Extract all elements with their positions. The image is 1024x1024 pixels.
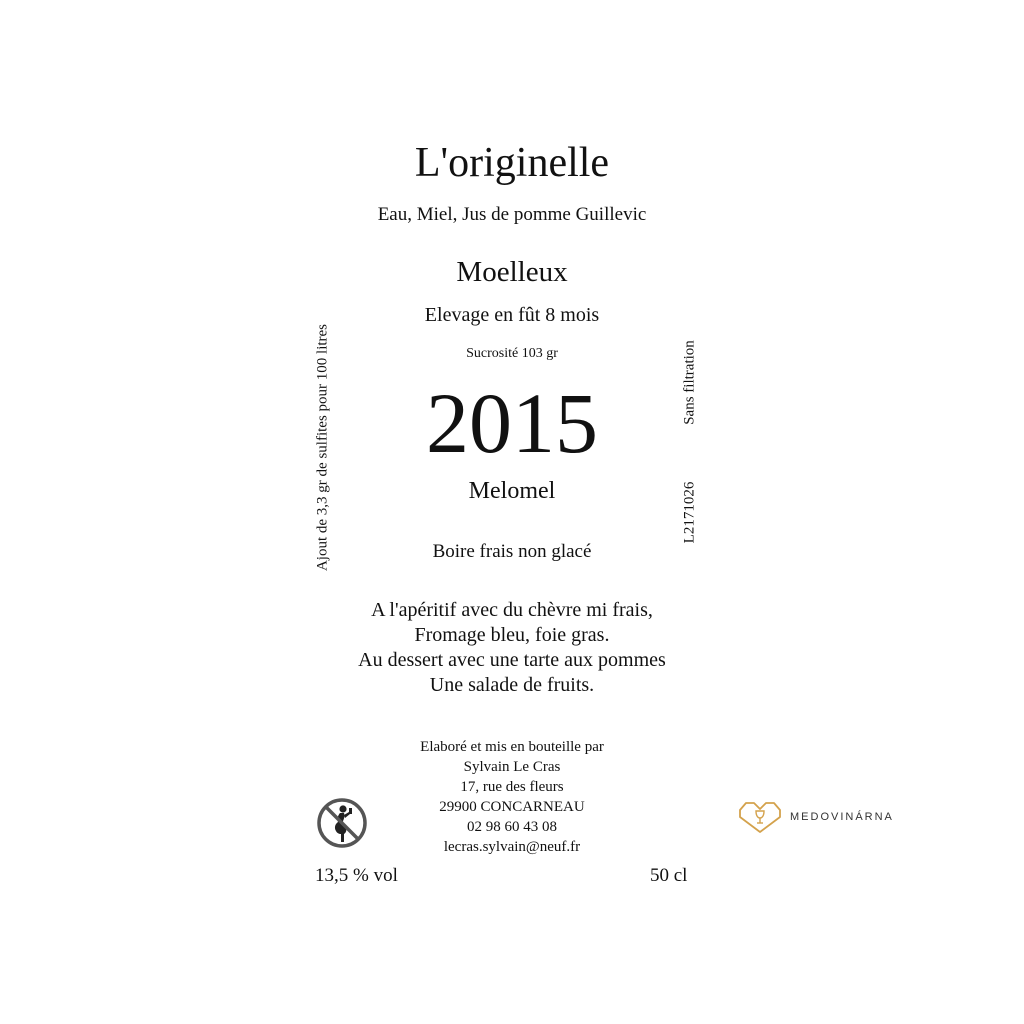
producer-line: 29900 CONCARNEAU	[439, 799, 585, 815]
sweetness-text: Moelleux	[456, 256, 568, 288]
producer-line: Elaboré et mis en bouteille par	[420, 739, 604, 755]
serving-instruction: Boire frais non glacé	[432, 541, 592, 562]
brand-name: MEDOVINÁRNA	[790, 811, 894, 823]
aging-text: Elevage en fût 8 mois	[424, 304, 600, 326]
producer-line: Sylvain Le Cras	[463, 759, 561, 775]
product-title: L'originelle	[414, 140, 610, 186]
sulfites-notice: Ajout de 3,3 gr de sulfites pour 100 litres	[314, 323, 331, 572]
producer-line: 17, rue des fleurs	[460, 779, 564, 795]
brand-logo	[738, 799, 894, 835]
sugar-content-text: Sucrosité 103 gr	[466, 346, 558, 361]
mead-type-text: Melomel	[468, 478, 556, 504]
pregnant-no-alcohol-icon	[316, 797, 368, 849]
bottle-volume: 50 cl	[650, 865, 688, 886]
filtration-notice: Sans filtration	[681, 340, 698, 425]
alcohol-volume: 13,5 % vol	[315, 865, 398, 886]
pairing-line: Au dessert avec une tarte aux pommes	[358, 649, 666, 671]
producer-line: lecras.sylvain@neuf.fr	[443, 839, 581, 855]
vintage-year: 2015	[426, 375, 598, 471]
pairing-line: Une salade de fruits.	[429, 674, 595, 696]
pairing-line: Fromage bleu, foie gras.	[414, 624, 610, 646]
lot-number: L2171026	[681, 481, 698, 544]
heart-wine-glass-icon	[738, 800, 782, 834]
pairing-line: A l'apéritif avec du chèvre mi frais,	[371, 599, 653, 621]
food-pairing-block	[0, 598, 1024, 698]
producer-line: 02 98 60 43 08	[467, 819, 557, 835]
producer-block	[0, 737, 1024, 857]
ingredients-text: Eau, Miel, Jus de pomme Guillevic	[377, 204, 647, 225]
